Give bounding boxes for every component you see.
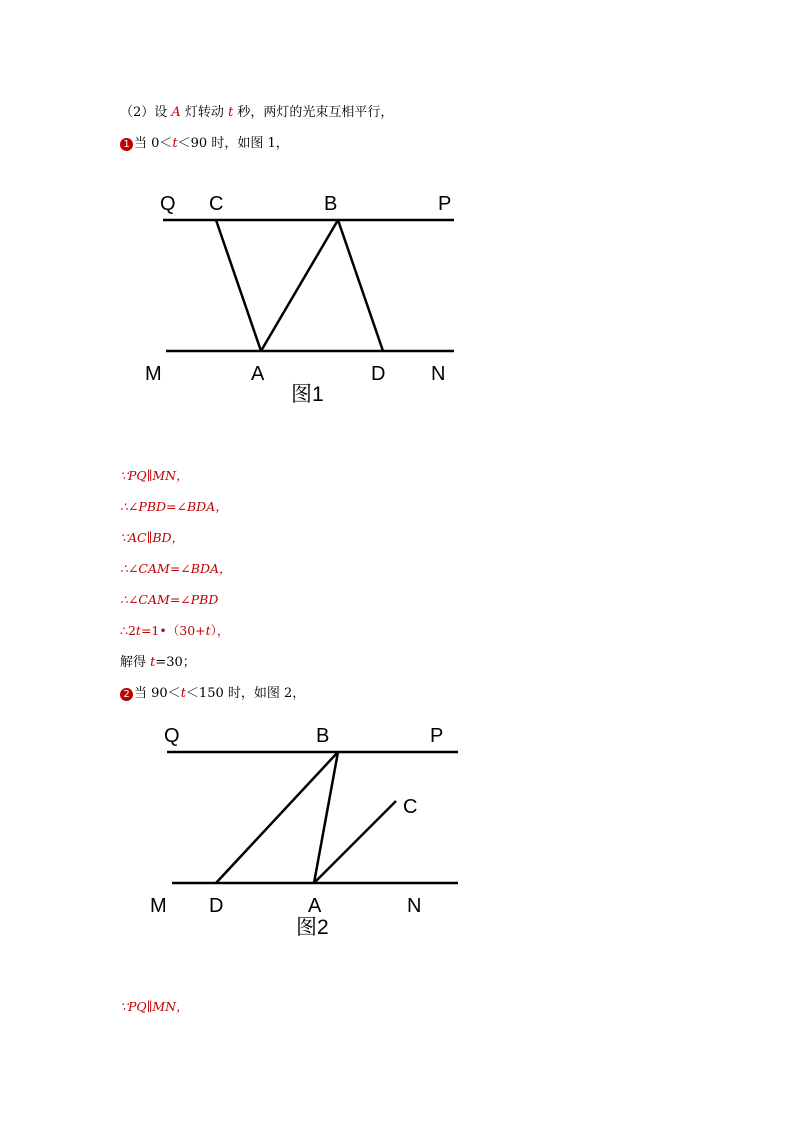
label-n-2: N [407, 895, 422, 917]
proof2-line-1: ∵PQ∥MN， [120, 999, 189, 1014]
label-m-2: M [150, 895, 167, 917]
label-p-1: P [438, 193, 452, 215]
label-c-2: C [403, 796, 418, 818]
intro-suffix: 秒，两灯的光束互相平行， [233, 105, 394, 120]
intro-mid: 灯转动 [180, 105, 229, 120]
label-m-1: M [145, 363, 162, 385]
solve1-value: =30； [155, 655, 196, 670]
case1-var-t: t [172, 136, 178, 151]
segment-bd-1 [338, 220, 383, 351]
label-p-2: P [430, 725, 444, 747]
proof1-line-4: ∴∠CAM=∠BDA， [120, 561, 232, 576]
case2-line [120, 686, 305, 702]
solve1-var: t [150, 655, 156, 670]
proof1-equation [120, 623, 229, 639]
eq1-e: ）， [210, 623, 230, 638]
eq1-a: ∴2 [120, 623, 136, 638]
label-n-1: N [431, 363, 446, 385]
eq1-c: =1•（30+ [140, 623, 206, 638]
label-d-2: D [209, 895, 224, 917]
label-a-2: A [308, 895, 322, 917]
label-q-2: Q [164, 725, 180, 747]
label-a-1: A [251, 363, 265, 385]
eq1-d: t [205, 623, 211, 638]
caption-fig-2: 图2 [296, 916, 329, 939]
label-b-2: B [316, 725, 330, 747]
intro-prefix: （2）设 [120, 105, 172, 120]
case2-text-b: ＜150 时，如图 2， [185, 686, 306, 701]
case1-marker: 1 [120, 138, 133, 151]
segment-db-2 [216, 752, 338, 883]
case2-text-a: 当 90＜ [134, 686, 181, 701]
label-q-1: Q [160, 193, 176, 215]
segment-ca-1 [216, 220, 261, 351]
var-t: t [228, 105, 234, 120]
solve1-label: 解得 [120, 655, 151, 670]
eq1-b: t [135, 623, 141, 638]
case2-var-t: t [180, 686, 186, 701]
proof1-line-1: ∵PQ∥MN， [120, 468, 189, 483]
label-b-1: B [324, 193, 338, 215]
label-c-1: C [209, 193, 224, 215]
label-d-1: D [371, 363, 386, 385]
solve1-line [120, 655, 196, 671]
case2-marker: 2 [120, 688, 133, 701]
case1-text-b: ＜90 时，如图 1， [177, 136, 289, 151]
case1-text-a: 当 0＜ [134, 136, 173, 151]
var-a: A [171, 105, 181, 120]
segment-ab-1 [261, 220, 338, 351]
proof1-line-2: ∴∠PBD=∠BDA， [120, 499, 228, 514]
caption-fig-1: 图1 [291, 383, 324, 406]
proof1-line-5: ∴∠CAM=∠PBD [120, 592, 219, 607]
proof1-line-3: ∵AC∥BD， [120, 530, 185, 545]
